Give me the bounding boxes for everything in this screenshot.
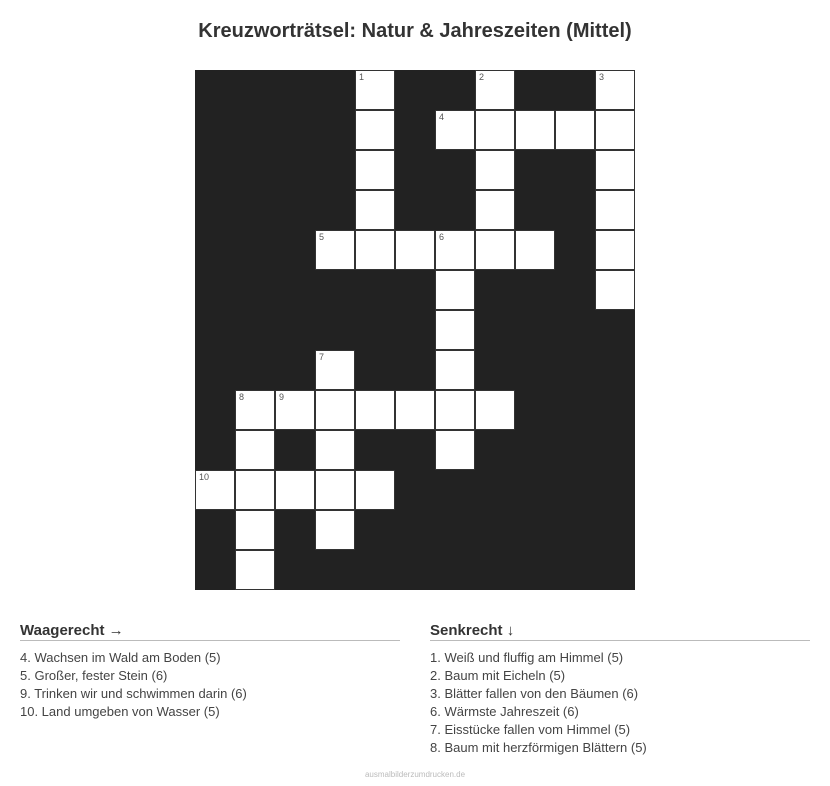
- down-clue: 6. Wärmste Jahreszeit (6): [430, 704, 579, 719]
- across-clue: 10. Land umgeben von Wasser (5): [20, 704, 220, 719]
- down-clue: 1. Weiß und fluffig am Himmel (5): [430, 650, 624, 665]
- clue-number: 2: [479, 72, 485, 82]
- crossword-cell[interactable]: [315, 230, 355, 270]
- crossword-cell[interactable]: [355, 470, 395, 510]
- across-clue: 9. Trinken wir und schwimmen darin (6): [20, 686, 247, 701]
- crossword-cell[interactable]: [235, 510, 275, 550]
- crossword-cell[interactable]: [595, 110, 635, 150]
- clue-number: 5: [319, 232, 325, 242]
- across-clue: 4. Wachsen im Wald am Boden (5): [20, 650, 221, 665]
- crossword-cell[interactable]: [355, 150, 395, 190]
- crossword-cell[interactable]: [435, 430, 475, 470]
- crossword-cell[interactable]: [235, 390, 275, 430]
- crossword-cell[interactable]: [475, 110, 515, 150]
- footer-credit: ausmalbilderzumdrucken.de: [364, 770, 466, 779]
- crossword-cell[interactable]: [315, 390, 355, 430]
- crossword-cell[interactable]: [475, 390, 515, 430]
- page-title: Kreuzworträtsel: Natur & Jahreszeiten (Mittel): [198, 20, 632, 42]
- crossword-cell[interactable]: [595, 70, 635, 110]
- crossword-cell[interactable]: [515, 110, 555, 150]
- clue-number: 9: [279, 392, 285, 402]
- crossword-cell[interactable]: [395, 390, 435, 430]
- crossword-cell[interactable]: [555, 110, 595, 150]
- crossword-cell[interactable]: [235, 430, 275, 470]
- clue-number: 4: [439, 112, 445, 122]
- crossword-cell[interactable]: [435, 310, 475, 350]
- clue-number: 1: [359, 72, 365, 82]
- down-clue: 3. Blätter fallen von den Bäumen (6): [430, 686, 639, 701]
- crossword-cell[interactable]: [275, 390, 315, 430]
- crossword-cell[interactable]: [435, 390, 475, 430]
- crossword-cell[interactable]: [435, 270, 475, 310]
- down-clue: 2. Baum mit Eicheln (5): [430, 668, 566, 683]
- crossword-cell[interactable]: [315, 470, 355, 510]
- crossword-cell[interactable]: [275, 470, 315, 510]
- clue-number: 10: [199, 472, 210, 482]
- crossword-cell[interactable]: [475, 150, 515, 190]
- crossword-cell[interactable]: [315, 430, 355, 470]
- crossword-cell[interactable]: [435, 350, 475, 390]
- down-clue: 7. Eisstücke fallen vom Himmel (5): [430, 722, 631, 737]
- across-clues: [20, 622, 400, 721]
- crossword-cell[interactable]: [355, 110, 395, 150]
- crossword-cell[interactable]: [315, 350, 355, 390]
- crossword-cell[interactable]: [475, 230, 515, 270]
- crossword-cell[interactable]: [435, 230, 475, 270]
- crossword-cell[interactable]: [395, 230, 435, 270]
- crossword-cell[interactable]: [355, 190, 395, 230]
- crossword-cell[interactable]: [595, 190, 635, 230]
- crossword-cell[interactable]: [435, 110, 475, 150]
- crossword-cell[interactable]: [595, 150, 635, 190]
- down-clues: [430, 622, 810, 757]
- across-clue: 5. Großer, fester Stein (6): [20, 668, 168, 683]
- crossword-cell[interactable]: [195, 470, 235, 510]
- crossword-cell[interactable]: [475, 70, 515, 110]
- clue-number: 6: [439, 232, 445, 242]
- down-heading: Senkrecht ↓: [430, 622, 810, 641]
- across-clue-list: [20, 649, 400, 721]
- crossword-cell[interactable]: [595, 270, 635, 310]
- down-clue-list: [430, 649, 810, 757]
- crossword-cell[interactable]: [355, 230, 395, 270]
- crossword-cell[interactable]: [355, 390, 395, 430]
- clue-number: 7: [319, 352, 325, 362]
- crossword-cell[interactable]: [595, 230, 635, 270]
- clue-number: 8: [239, 392, 245, 402]
- crossword-cell[interactable]: [475, 190, 515, 230]
- crossword-cell[interactable]: [315, 510, 355, 550]
- crossword-cell[interactable]: [515, 230, 555, 270]
- crossword-cell[interactable]: [235, 550, 275, 590]
- crossword-cell[interactable]: [235, 470, 275, 510]
- clue-number: 3: [599, 72, 605, 82]
- across-heading: Waagerecht →: [20, 622, 400, 641]
- crossword-cell[interactable]: [355, 70, 395, 110]
- down-clue: 8. Baum mit herzförmigen Blättern (5): [430, 740, 647, 755]
- crossword-grid: [195, 70, 635, 590]
